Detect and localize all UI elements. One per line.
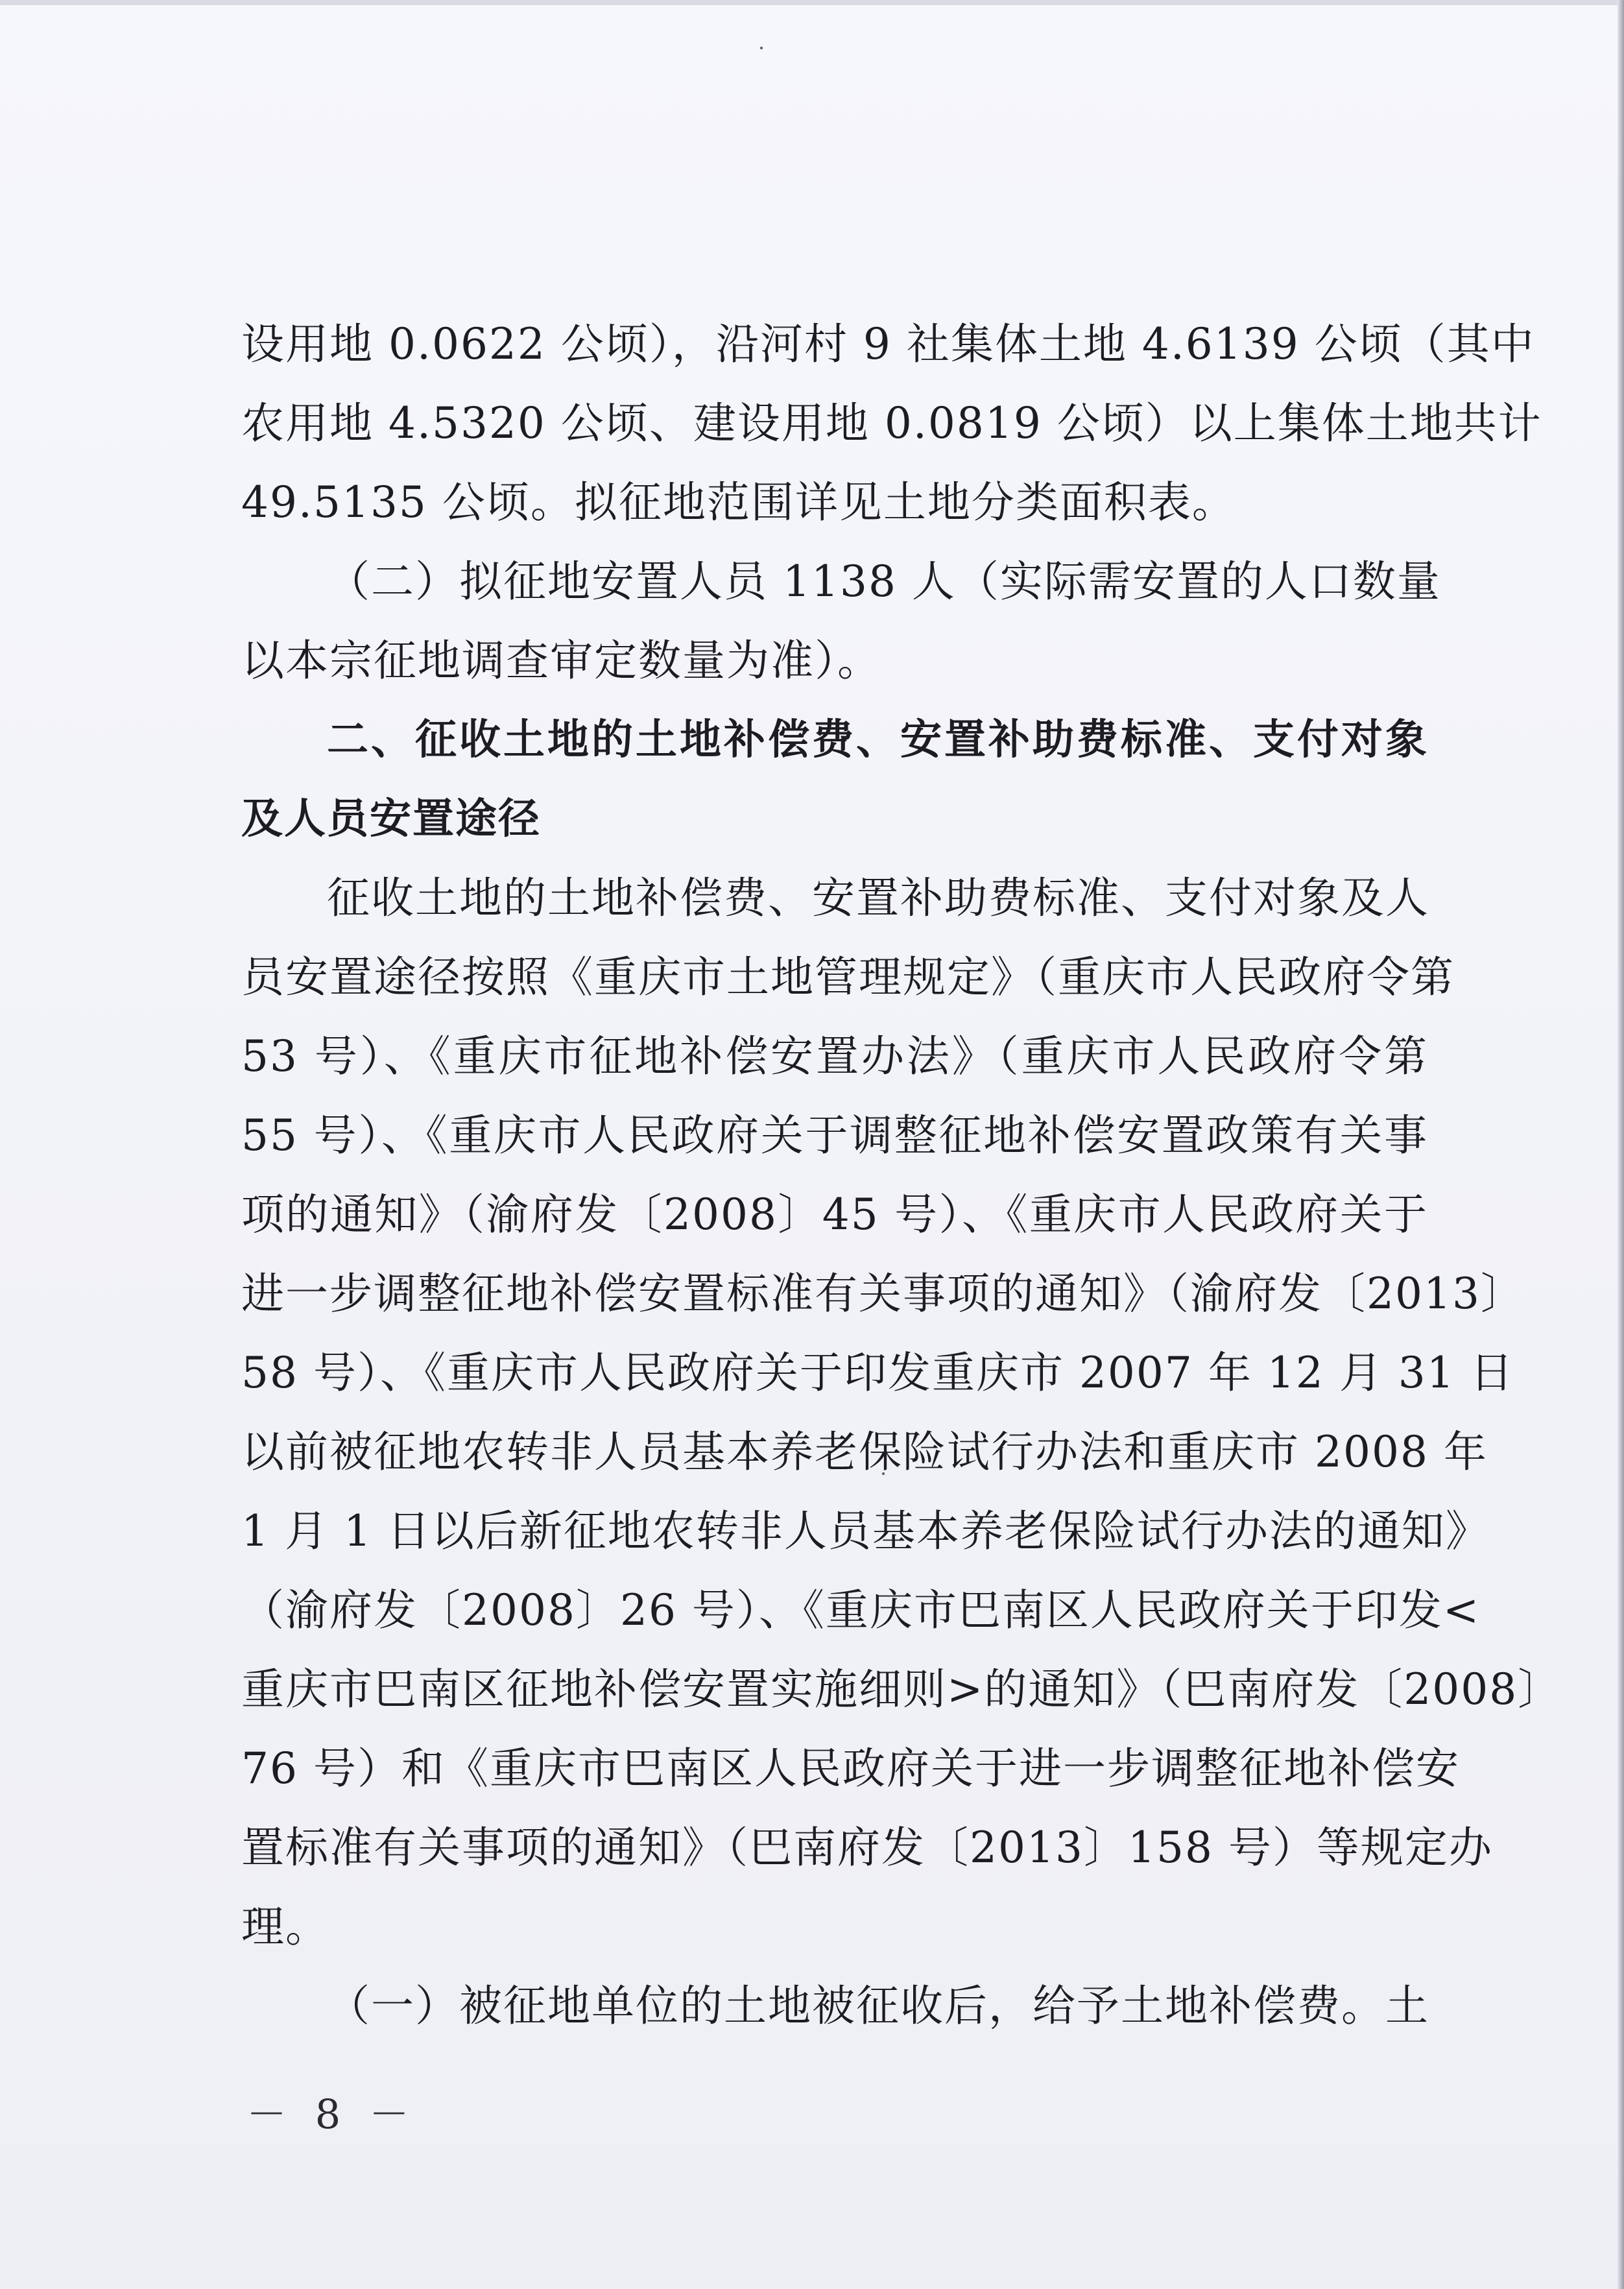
paragraph-start-line: （一）被征地单位的土地被征收后，给予土地补偿费。土 <box>327 1981 1429 2031</box>
body-line: 以前被征地农转非人员基本养老保险试行办法和重庆市 2008 年 <box>241 1427 1488 1477</box>
body-line: 49.5135 公顷。拟征地范围详见土地分类面积表。 <box>241 477 1236 527</box>
body-line: 进一步调整征地补偿安置标准有关事项的通知》（渝府发〔2013〕 <box>241 1269 1525 1319</box>
body-line: 53 号）、《重庆市征地补偿安置办法》（重庆市人民政府令第 <box>241 1031 1428 1081</box>
body-line: 重庆市巴南区征地补偿安置实施细则>的通知》（巴南府发〔2008〕 <box>241 1664 1562 1714</box>
body-line: 以本宗征地调查审定数量为准）。 <box>241 636 881 686</box>
paragraph-start-line: （二）拟征地安置人员 1138 人（实际需安置的人口数量 <box>327 557 1441 606</box>
body-line: 设用地 0.0622 公顷），沿河村 9 社集体土地 4.6139 公顷（其中 <box>241 319 1535 369</box>
scan-right-edge <box>1618 0 1624 2289</box>
body-line: 置标准有关事项的通知》（巴南府发〔2013〕158 号）等规定办 <box>241 1823 1493 1873</box>
body-line: 理。 <box>241 1902 329 1952</box>
body-line: （渝府发〔2008〕26 号）、《重庆市巴南区人民政府关于印发< <box>241 1585 1481 1635</box>
scan-top-edge <box>0 0 1624 5</box>
section-heading-continued: 及人员安置途径 <box>241 795 541 843</box>
document-body <box>241 305 1562 2046</box>
scan-speck <box>760 47 763 49</box>
body-line: 1 月 1 日以后新征地农转非人员基本养老保险试行办法的通知》 <box>241 1506 1490 1556</box>
body-line: 76 号）和《重庆市巴南区人民政府关于进一步调整征地补偿安 <box>241 1744 1460 1793</box>
body-line: 员安置途径按照《重庆市土地管理规定》（重庆市人民政府令第 <box>241 952 1455 1002</box>
body-line: 55 号）、《重庆市人民政府关于调整征地补偿安置政策有关事 <box>241 1110 1428 1160</box>
body-line: 农用地 4.5320 公顷、建设用地 0.0819 公顷）以上集体土地共计 <box>241 398 1542 448</box>
paragraph-start-line: 征收土地的土地补偿费、安置补助费标准、支付对象及人 <box>327 873 1429 923</box>
page-number: － 8 － <box>246 2091 417 2138</box>
body-line: 58 号）、《重庆市人民政府关于印发重庆市 2007 年 12 月 31 日 <box>241 1348 1514 1398</box>
section-heading: 二、征收土地的土地补偿费、安置补助费标准、支付对象 <box>327 716 1428 764</box>
body-line: 项的通知》（渝府发〔2008〕45 号）、《重庆市人民政府关于 <box>241 1190 1428 1240</box>
